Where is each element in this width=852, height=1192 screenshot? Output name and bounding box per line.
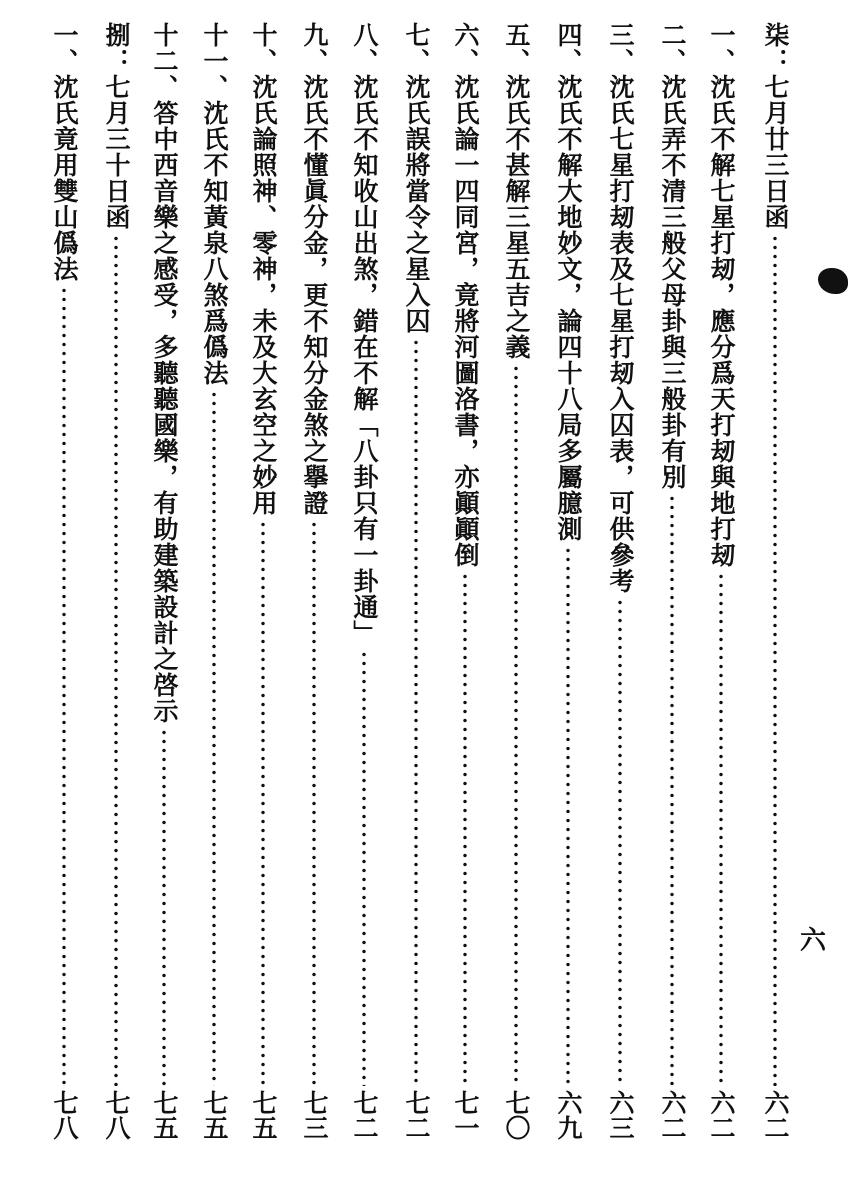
toc-entry-3 — [602, 22, 638, 1140]
toc-entry-11 — [196, 22, 232, 1140]
dot-leader — [514, 364, 518, 1086]
entry-title: 五、沈氏不甚解三星五吉之義 — [502, 22, 531, 360]
dot-leader — [618, 598, 622, 1086]
dot-leader — [362, 650, 366, 1086]
entry-title: 柒：七月廿三日函 — [761, 22, 790, 230]
toc-entry-9 — [296, 22, 332, 1140]
entry-title: 七、沈氏誤將當令之星入囚 — [402, 22, 431, 334]
toc-entry-5 — [498, 22, 534, 1140]
entry-page-number: 六九 — [554, 1090, 583, 1140]
dot-leader — [62, 286, 66, 1086]
entry-title: 六、沈氏論一四同宮，竟將河圖洛書，亦顚顚倒 — [451, 22, 480, 568]
toc-entry-section-ba — [98, 22, 134, 1140]
entry-title: 十、沈氏論照神、零神，未及大玄空之妙用 — [249, 22, 278, 516]
dot-leader — [162, 728, 166, 1086]
toc-entry-10 — [245, 22, 281, 1140]
toc-entry-2 — [654, 22, 690, 1140]
dot-leader — [566, 546, 570, 1086]
entry-page-number: 七二 — [402, 1090, 431, 1140]
ink-blot — [818, 268, 848, 294]
entry-page-number: 六二 — [658, 1090, 687, 1140]
dot-leader — [312, 520, 316, 1086]
entry-page-number: 七一 — [451, 1090, 480, 1140]
toc-entry-1 — [703, 22, 739, 1140]
dot-leader — [719, 572, 723, 1086]
entry-page-number: 七五 — [249, 1090, 278, 1140]
entry-page-number: 七五 — [200, 1090, 229, 1140]
dot-leader — [261, 520, 265, 1086]
dot-leader — [414, 338, 418, 1086]
entry-title: 九、沈氏不懂眞分金，更不知分金煞之擧證 — [300, 22, 329, 516]
entry-page-number: 六二 — [707, 1090, 736, 1140]
toc-entry-14 — [46, 22, 82, 1140]
entry-title: 捌：七月三十日函 — [102, 22, 131, 230]
entry-page-number: 七三 — [300, 1090, 329, 1140]
dot-leader — [773, 234, 777, 1086]
entry-title: 三、沈氏七星打刼表及七星打刼入囚表，可供參考 — [606, 22, 635, 594]
toc-entry-6 — [447, 22, 483, 1140]
dot-leader — [114, 234, 118, 1086]
entry-title: 一、沈氏竟用雙山僞法 — [50, 22, 79, 282]
entry-title: 四、沈氏不解大地妙文，論四十八局多屬臆測 — [554, 22, 583, 542]
toc-entry-12 — [146, 22, 182, 1140]
entry-page-number: 六二 — [761, 1090, 790, 1140]
page-number: 六 — [800, 926, 827, 956]
dot-leader — [212, 390, 216, 1086]
entry-title: 十一、沈氏不知黃泉八煞爲僞法 — [200, 22, 229, 386]
toc-entry-section-qi — [757, 22, 793, 1140]
entry-title: 十二、答中西音樂之感受，多聽聽國樂，有助建築設計之啓示 — [150, 22, 179, 724]
entry-title: 一、沈氏不解七星打刼，應分爲天打刼與地打刼 — [707, 22, 736, 568]
toc-entry-8 — [346, 22, 382, 1140]
entry-page-number: 六三 — [606, 1090, 635, 1140]
entry-page-number: 七二 — [350, 1090, 379, 1140]
dot-leader — [670, 494, 674, 1086]
entry-title: 二、沈氏弄不清三般父母卦與三般卦有別 — [658, 22, 687, 490]
entry-page-number: 七八 — [102, 1090, 131, 1140]
dot-leader — [463, 572, 467, 1086]
entry-page-number: 七〇 — [502, 1090, 531, 1140]
toc-entry-4 — [550, 22, 586, 1140]
entry-title: 八、沈氏不知收山出煞，錯在不解「八卦只有一卦通」 — [350, 22, 379, 646]
toc-entry-7 — [398, 22, 434, 1140]
entry-page-number: 七八 — [50, 1090, 79, 1140]
entry-page-number: 七五 — [150, 1090, 179, 1140]
